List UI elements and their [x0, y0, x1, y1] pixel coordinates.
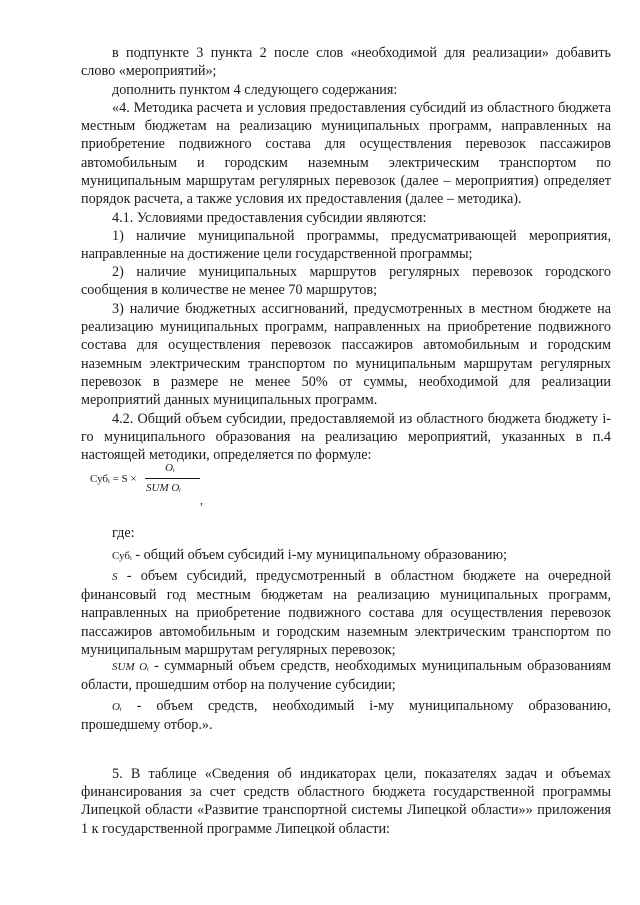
symbol-o: Oᵢ [112, 701, 122, 713]
formula-fraction-bar [145, 478, 200, 479]
paragraph-add-point-4: дополнить пунктом 4 следующего содержания: [112, 82, 398, 98]
paragraph-subpoint-3: в подпункте 3 пункта 2 после слов «необходимой для реализации» добавить слово «мероприятий»; [81, 45, 611, 80]
formula-denominator: SUM Oᵢ [146, 482, 182, 494]
symbol-s: S [112, 571, 118, 583]
definition-o-text: - объем средств, необходимый i-му муниципальному образованию, прошедшему отбор.». [81, 698, 611, 734]
formula-lhs: Субᵢ = S × [90, 473, 137, 485]
paragraph-condition-3: 3) наличие бюджетных ассигнований, предусмотренных в местном бюджете на реализацию муниципальных программ, направленных на приобретение подвижного состава для осуществления перевозок пассажиров автомобильным и городским наземным электрическим транспортом по муниципальным маршрутам регулярных перевозок в размере не менее 50% от суммы, необходимой для реализации мероприятий данных муниципальных программ. [81, 301, 611, 409]
definition-s-text: - объем субсидий, предусмотренный в областном бюджете на очередной финансовый год местным бюджетам на реализацию муниципальных программ, направленных на приобретение подвижного состава для осуществления перевозок пассажиров автомобильным и городским наземным электрическим транспортом по муниципальным маршрутам регулярных перевозок; [81, 568, 611, 658]
paragraph-condition-1: 1) наличие муниципальной программы, предусматривающей мероприятия, направленные на достижение цели государственной программы; [81, 228, 611, 263]
symbol-sum: SUM Oᵢ [112, 661, 149, 673]
definition-sub-text: - общий объем субсидий i-му муниципальному образованию; [131, 547, 507, 563]
definition-sum [81, 657, 611, 694]
paragraph-methodology-intro: «4. Методика расчета и условия предоставления субсидий из областного бюджета местным бюджетам на реализацию муниципальных программ, направленных на приобретение подвижного состава для осуществления перевозок пассажиров автомобильным и городским наземным электрическим транспортом по муниципальным маршрутам регулярных перевозок (далее – мероприятия) определяет порядок расчета, а также условия их предоставления (далее – методика). [81, 100, 611, 208]
subsidy-formula [90, 458, 230, 508]
definition-s [81, 567, 611, 659]
paragraph-conditions-heading: 4.1. Условиями предоставления субсидии являются: [112, 210, 427, 226]
definition-sub [81, 546, 611, 565]
paragraph-condition-2: 2) наличие муниципальных маршрутов регулярных перевозок городского сообщения в количестве не менее 70 маршрутов; [81, 264, 611, 299]
paragraph-subsidy-volume: 4.2. Общий объем субсидии, предоставляемой из областного бюджета бюджету i-го муниципального образования на реализацию мероприятий, указанных в п.4 настоящей методики, определяется по формуле: [81, 411, 611, 464]
symbol-sub: Субᵢ [112, 550, 132, 562]
paragraph-point-5: 5. В таблице «Сведения об индикаторах цели, показателях задач и объемах финансирования за счет средств областного бюджета государственной программы Липецкой области «Развитие транспортной системы Липецкой области»» приложения 1 к государственной программе Липецкой области: [81, 766, 611, 837]
definition-o [81, 697, 611, 734]
formula-comma: , [200, 493, 203, 507]
definition-sum-text: - суммарный объем средств, необходимых муниципальным образованиям области, прошедшим отбор на получение субсидии; [81, 658, 611, 694]
formula-numerator: Oᵢ [165, 462, 175, 474]
paragraph-where: где: [112, 525, 135, 541]
